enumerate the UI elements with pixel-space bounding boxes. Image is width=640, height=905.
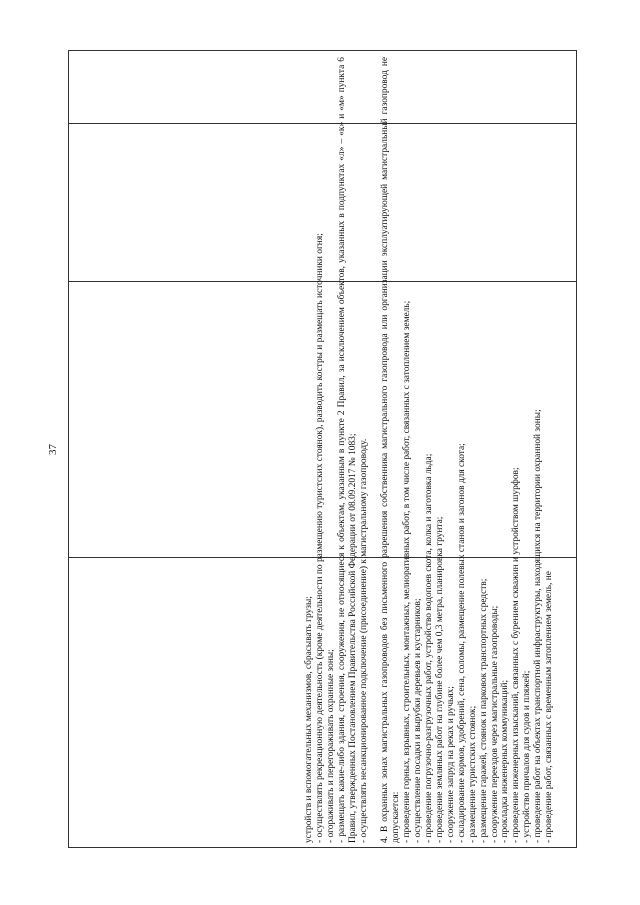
list-item: - осуществление посадки и вырубки деревьев и кустарников; [413,598,424,843]
list-item: - проведение работ, связанных с временным затоплением земель, не [544,571,555,843]
list-item: - устройство причалов для судов и пляжей; [522,670,533,843]
list-item: - размещение гаражей, стоянок и парковок транспортных средств; [478,578,489,843]
list-item: - проведение земляных работ на глубине более чем 0,3 метра, планировка грунта; [434,516,445,843]
list-item: - проведение горных, взрывных, строительных, монтажных, мелиоративных работ, в том числе работ, связанных с затоплением земель; [402,300,413,843]
paragraph: - осуществлять рекреационную деятельность (кроме деятельности по размещению туристских стоянок), разводить костры и размещать источники огня; [314,233,325,843]
clause-heading: 4. В охранных зонах магистральных газопроводов без письменного разрешения собственника магистрального газопровода или организации эксплуатирующей магистральный газопровод не допускается: [380,57,402,843]
list-item: - прокладка инженерных коммуникаций; [500,679,511,843]
page-number: 37 [47,444,59,455]
list-item: - сооружение запруд на реках и ручьях; [445,686,456,843]
restrictions-text-cell [69,51,578,849]
restrictions-table [68,50,577,848]
paragraph-spacer [369,57,380,843]
clause-4 [380,57,555,843]
paragraph: устройств и вспомогательных механизмов, сбрасывать грузы; [304,596,314,843]
paragraph: - огораживать и перегораживать охранные зоны; [325,649,336,843]
paragraph: - осуществлять несанкционированное подключение (присоединение) к магистральному газопроводу. [358,438,369,843]
list-item: - размещение туристских стоянок; [467,705,478,843]
list-item: - проведение инженерных изысканий, связанных с бурением скважин и устройством шурфов; [511,467,522,843]
list-item: - складирование кормов, удобрений, сена, соломы, размещение полевых станов и загонов для скота; [456,443,467,843]
clause-3-tail [304,57,369,843]
list-item: - сооружение переездов через магистральные газопроводы; [489,605,500,843]
list-item: - проведение работ на объектах транспортной инфраструктуры, находящихся на территории охранной зоны; [533,409,544,843]
rotated-text-block [301,51,578,849]
list-item: - проведение погрузочно-разгрузочных работ, устройство водопоев скота, колка и заготовка льда; [424,453,435,843]
paragraph: - размещать какие-либо здания, строения, сооружения, не относящиеся к объектам, указанным в пункте 2 Правил, за исключением объектов, указанных в подпунктах «л» – «к» и «м» пункта 6 Правил, утвержденных Постановлением Правительства Российской Федерации от 08.09.2017 № 1083; [336,57,358,843]
